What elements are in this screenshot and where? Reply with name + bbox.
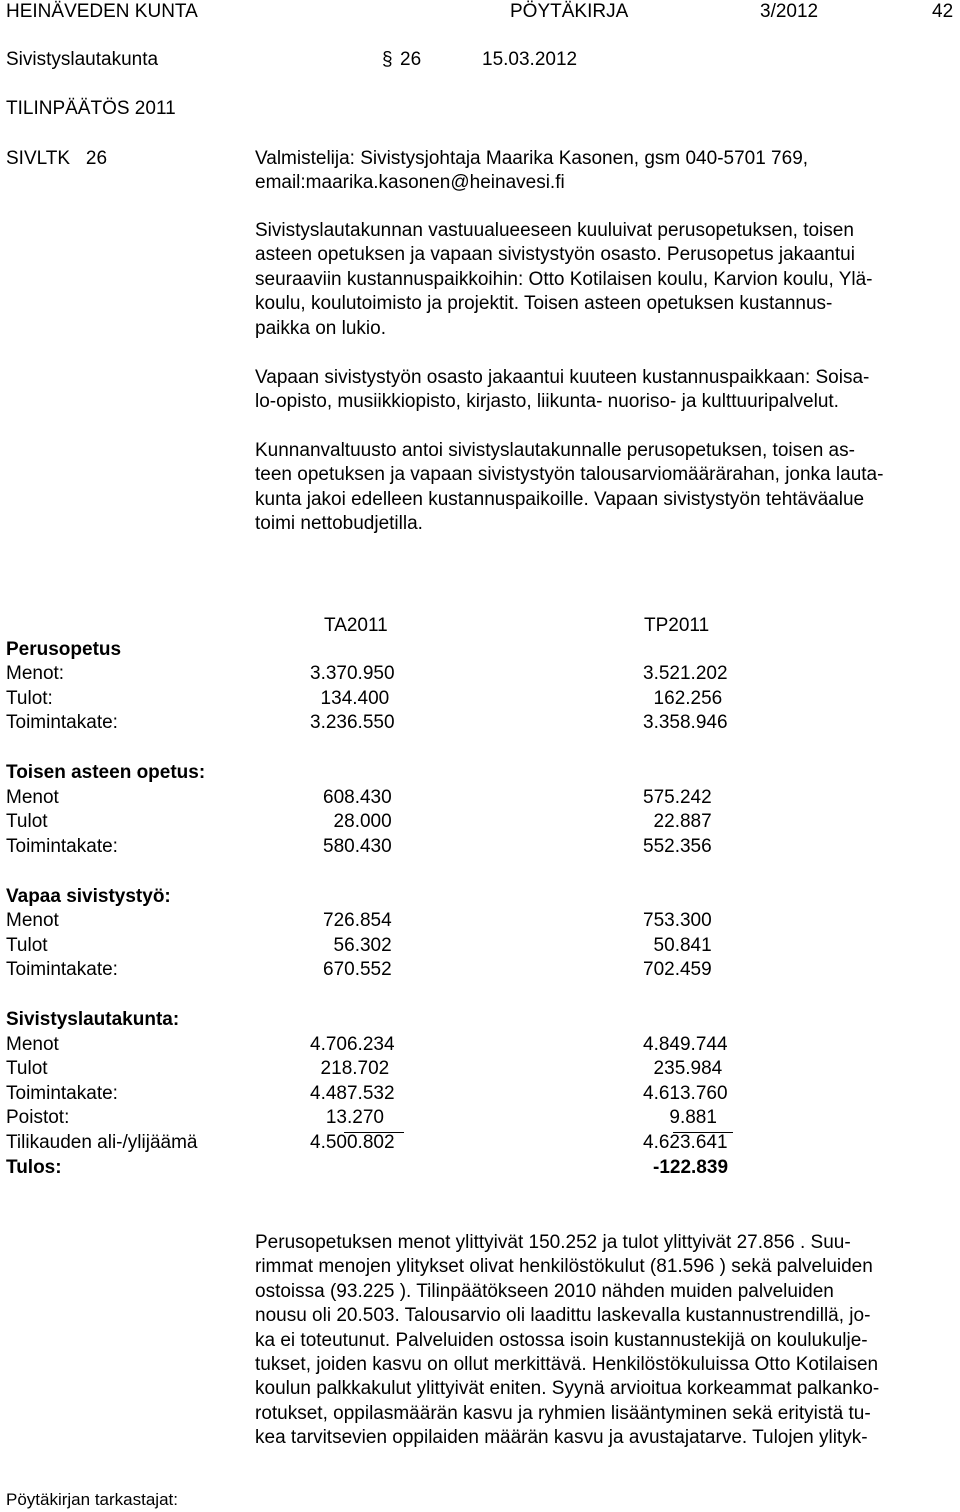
ta-value: 134.400 [310, 688, 390, 709]
text-line: kea tarvitsevien oppilaiden määrän kasvu ja avustajatarve. Tulojen ylityk- [255, 1427, 868, 1449]
text-line: Sivistyslautakunnan vastuualueeseen kuuluivat perusopetuksen, toisen [255, 220, 854, 241]
section-heading: Perusopetus [6, 639, 122, 660]
row-label: Toimintakate: [6, 836, 118, 857]
row-label: Menot: [6, 663, 65, 684]
column-header-ta: TA2011 [324, 615, 388, 636]
case-reference: SIVLTK 26 [6, 148, 108, 169]
result-label: Tulos: [6, 1157, 62, 1178]
text-line: koulu, koulutoimisto ja projektit. Toisen asteen opetuksen kustannus- [255, 293, 833, 315]
row-label: Menot [6, 787, 59, 808]
tp-value: 4.613.760 [643, 1083, 728, 1104]
row-label: Menot [6, 1034, 59, 1055]
text-line: koulun palkkakulut ylittyivät eniten. Syynä arvioitua korkeammat palkanko- [255, 1378, 880, 1400]
text-line: paikka on lukio. [255, 317, 386, 339]
tp-value: 4.623.641 [643, 1132, 728, 1153]
text-line: tukset, joiden kasvu on ollut merkittävä. Henkilöstökuluissa Otto Kotilaisen [255, 1354, 879, 1376]
tp-value: 4.849.744 [643, 1034, 728, 1055]
page-number: 42 [932, 1, 954, 22]
board-name: Sivistyslautakunta [6, 49, 159, 70]
ta-value: 56.302 [323, 935, 392, 956]
ta-value: 580.430 [323, 836, 392, 857]
text-line: asteen opetuksen ja vapaan sivistystyön osasto. Perusopetus jakaantui [255, 244, 855, 266]
document-type: PÖYTÄKIRJA [510, 1, 629, 22]
tp-value: 753.300 [643, 910, 712, 931]
tp-value: 162.256 [643, 688, 723, 709]
row-label: Tulot: [6, 688, 53, 709]
row-label: Poistot: [6, 1107, 70, 1128]
text-line: teen opetuksen ja vapaan sivistystyön talousarviomäärärahan, jonka lauta- [255, 464, 884, 486]
tp-value: 575.242 [643, 787, 712, 808]
row-label: Tilikauden ali-/ylijäämä [6, 1132, 198, 1153]
text-line: rimmat menojen ylitykset olivat henkilöstökulut (81.596 ) sekä palveluiden [255, 1256, 873, 1278]
preparer-info [255, 147, 955, 196]
text-line: ka ei toteutunut. Palveluiden ostossa isoin kustannustekijä on koulukulje- [255, 1329, 868, 1351]
paragraph-budget [255, 439, 955, 537]
paragraph-free-education [255, 366, 955, 415]
row-label: Menot [6, 910, 59, 931]
tp-value: 235.984 [643, 1058, 723, 1079]
tp-value: 3.358.946 [643, 712, 728, 733]
ta-value: 4.706.234 [310, 1034, 395, 1055]
tp-value: 552.356 [643, 836, 712, 857]
ta-value: 4.500.802 [310, 1132, 395, 1153]
text-line: toimi nettobudjetilla. [255, 513, 423, 535]
row-label: Toimintakate: [6, 1083, 118, 1104]
tp-value: 22.887 [643, 811, 712, 832]
meeting-date: 15.03.2012 [482, 49, 578, 70]
tp-value: 702.459 [643, 959, 712, 980]
tp-value: 3.521.202 [643, 663, 728, 684]
tp-value: 9.881 [643, 1107, 717, 1128]
ta-value: 13.270 [310, 1107, 384, 1128]
text-line: Perusopetuksen menot ylittyivät 150.252 ja tulot ylittyivät 27.856 . Suu- [255, 1232, 851, 1253]
municipality-name: HEINÄVEDEN KUNTA [6, 1, 198, 22]
ta-value: 218.702 [310, 1058, 390, 1079]
text-line: nousu oli 20.503. Talousarvio oli laadittu laskevalla kustannustrendillä, jo- [255, 1305, 871, 1327]
ta-value: 726.854 [323, 910, 392, 931]
ta-value: 670.552 [323, 959, 392, 980]
row-label: Toimintakate: [6, 959, 118, 980]
section-heading: Vapaa sivistystyö: [6, 886, 171, 907]
column-header-tp: TP2011 [644, 615, 710, 636]
ta-value: 28.000 [323, 811, 392, 832]
footer-inspectors: Pöytäkirjan tarkastajat: [6, 1490, 178, 1509]
preparer-line: Valmistelija: Sivistysjohtaja Maarika Kasonen, gsm 040-5701 769, [255, 148, 809, 169]
text-line: Kunnanvaltuusto antoi sivistyslautakunnalle perusopetuksen, toisen as- [255, 440, 855, 461]
row-label: Tulot [6, 935, 48, 956]
ta-value: 3.370.950 [310, 663, 395, 684]
section-heading: Sivistyslautakunta: [6, 1009, 180, 1030]
text-line: rotukset, oppilasmäärän kasvu ja ryhmien lisääntyminen sekä erityistä tu- [255, 1402, 871, 1424]
document-title: TILINPÄÄTÖS 2011 [6, 98, 176, 119]
ta-value: 4.487.532 [310, 1083, 395, 1104]
document-number: 3/2012 [760, 1, 819, 22]
paragraph-explanation [255, 1231, 955, 1451]
text-line: kunta jakoi edelleen kustannuspaikoille. Vapaan sivistystyön tehtäväalue [255, 488, 865, 510]
row-label: Toimintakate: [6, 712, 118, 733]
text-line: lo-opisto, musiikkiopisto, kirjasto, liikunta- nuoriso- ja kulttuuripalvelut. [255, 391, 839, 413]
section-number: 26 [400, 49, 422, 70]
text-line: seuraaviin kustannuspaikkoihin: Otto Kotilaisen koulu, Karvion koulu, Ylä- [255, 268, 873, 290]
ta-value: 608.430 [323, 787, 392, 808]
text-line: ostoissa (93.225 ). Tilinpäätökseen 2010 nähden muiden palveluiden [255, 1280, 834, 1302]
row-label: Tulot [6, 1058, 48, 1079]
section-sign-icon: § [382, 49, 393, 70]
preparer-email: email:maarika.kasonen@heinavesi.fi [255, 172, 565, 194]
section-heading: Toisen asteen opetus: [6, 762, 206, 783]
result-value: -122.839 [653, 1157, 729, 1178]
text-line: Vapaan sivistystyön osasto jakaantui kuuteen kustannuspaikkaan: Soisa- [255, 367, 870, 388]
ta-value: 3.236.550 [310, 712, 395, 733]
paragraph-responsibilities [255, 219, 955, 341]
row-label: Tulot [6, 811, 48, 832]
tp-value: 50.841 [643, 935, 712, 956]
